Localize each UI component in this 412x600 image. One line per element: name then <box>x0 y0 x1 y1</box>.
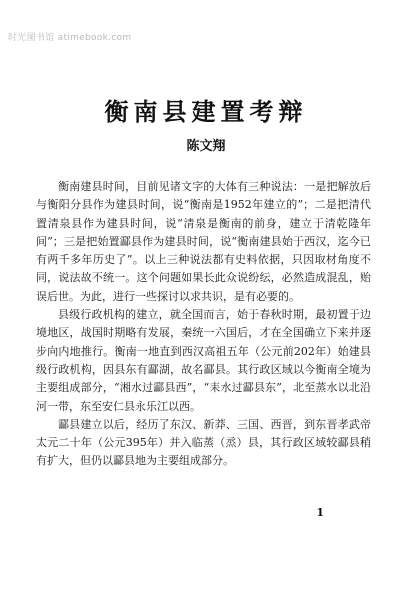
paragraph: 酃县建立以后，经历了东汉、新莽、三国、西晋，到东晋孝武帝太元二十年（公元395年）并入临蒸（烝）县，其行政区域较酃县稍有扩大，但仍以酃县地为主要组成部分。 <box>36 417 371 468</box>
page-number: 1 <box>316 506 324 519</box>
paragraph: 衡南建县时间，目前见诸文字的大体有三种说法：一是把解放后与衡阳分县作为建县时间，说“衡南是1952年建立的”；二是把清代置清泉县作为建县时间，说“清泉是衡南的前身，建立于清乾隆年间”；三是把始置酃县作为建县时间，说“衡南建县始于西汉，迄今已有两千多年历史了”。以上三种说法都有史料依据，只因取材角度不同，说法故不统一。这个问题如果长此众说纷纭，必然造成混乱，贻误后世。为此，进行一些探讨以求共识，是有必要的。 <box>36 180 371 303</box>
document-title: 衡南县建置考辩 <box>104 97 308 126</box>
paragraph: 县级行政机构的建立，就全国而言，始于春秋时期，最初置于边境地区，战国时期略有发展，秦统一六国后，才在全国确立下来并逐步向内地推行。衡南一地直到西汉高祖五年（公元前202年）始建县级行政机构，因县东有酃湖，故名酃县。其行政区域以今衡南全境为主要组成部分，“湘水过酃县西”，“耒水过酃县东”，北至蒸水以北沿河一带，东至安仁县永乐江以西。 <box>36 308 371 413</box>
author-name: 陈文翔 <box>186 139 226 154</box>
watermark-text: 时光图书馆 atimebook.com <box>8 33 132 43</box>
body-text <box>36 178 371 471</box>
